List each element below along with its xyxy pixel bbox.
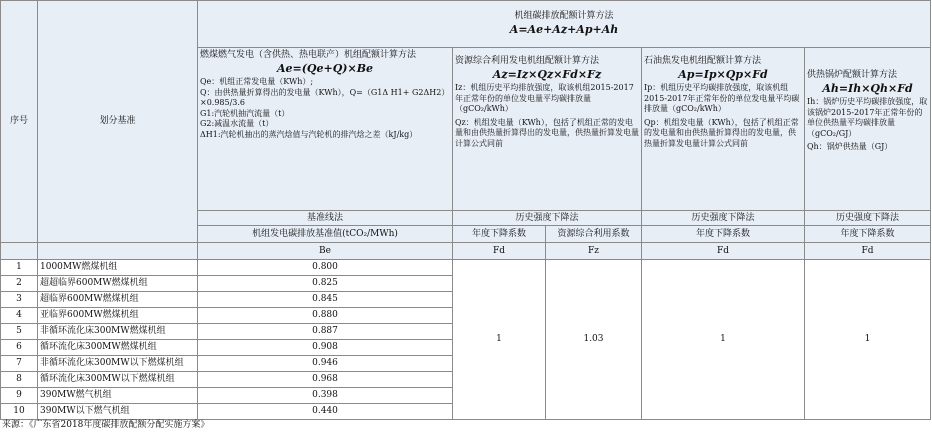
hist-header-3: 历史强度下降法 <box>805 211 931 226</box>
resource-method-formula: Az=Iz×Qz×Fd×Fz <box>492 68 602 81</box>
fd-symbol-2: Fd <box>642 243 805 260</box>
row-name: 390MW以下燃气机组 <box>38 404 198 420</box>
petro-desc-1: Ip：机组历史平均碳排放强度，取该机组2015-2017年正常年份的单位发电量平均碳排放量（gCO₂/kWh） <box>644 83 800 113</box>
boiler-method-formula: Ah=Ih×Qh×Fd <box>822 82 913 95</box>
boiler-method-title: 供热锅炉配额计算方法 <box>807 70 898 80</box>
row-name: 超超临界600MW燃煤机组 <box>38 276 198 292</box>
row-no: 8 <box>1 372 38 388</box>
row-be: 0.440 <box>198 404 453 420</box>
boiler-desc-1: Ih：锅炉历史平均碳排放强度，取该锅炉2015-2017年正常年份的单位供热量平均碳排放量（gCO₂/GJ） <box>807 97 928 138</box>
row-be: 0.800 <box>198 260 453 276</box>
boiler-desc-2: Qh：锅炉供热量（GJ） <box>807 142 893 151</box>
row-no: 4 <box>1 308 38 324</box>
empty-cell-basis <box>38 243 198 260</box>
seq-header: 序号 <box>1 1 38 243</box>
method-header <box>198 1 931 48</box>
row-name: 1000MW燃煤机组 <box>38 260 198 276</box>
fz-symbol: Fz <box>546 243 642 260</box>
row-no: 9 <box>1 388 38 404</box>
boiler-method-cell <box>805 48 931 211</box>
row-be: 0.880 <box>198 308 453 324</box>
row-no: 2 <box>1 276 38 292</box>
annual-coef-header-2: 年度下降系数 <box>642 226 805 243</box>
source-note: 来源：《广东省2018年度碳排放配额分配实施方案》 <box>2 420 210 430</box>
hist-header-2: 历史强度下降法 <box>642 211 805 226</box>
coal-desc-2: Q：由供热量折算得出的发电量（KWh），Q=（G1Δ H1+ G2ΔH2）×0.985/3.6 <box>200 87 450 107</box>
coal-method-formula: Ae=(Qe+Q)×Be <box>276 62 374 75</box>
row-name: 亚临界600MW燃煤机组 <box>38 308 198 324</box>
coal-desc-5: ΔH1:汽轮机抽出的蒸汽焓值与汽轮机的排汽焓之差（kJ/kg） <box>200 129 418 139</box>
merged-fd-3: 1 <box>805 260 931 420</box>
row-name: 循环流化床300MW燃煤机组 <box>38 340 198 356</box>
row-be: 0.845 <box>198 292 453 308</box>
row-name: 超临界600MW燃煤机组 <box>38 292 198 308</box>
annual-coef-header-1: 年度下降系数 <box>453 226 546 243</box>
coal-desc-3: G1:汽轮机抽汽流量（t） <box>200 108 290 118</box>
coal-method-cell <box>198 48 453 211</box>
row-name: 390MW燃气机组 <box>38 388 198 404</box>
petro-method-cell <box>642 48 805 211</box>
empty-cell-seq <box>1 243 38 260</box>
resource-method-cell <box>453 48 642 211</box>
fd-symbol-3: Fd <box>805 243 931 260</box>
petro-desc-2: Qp：机组发电量（KWh），包括了机组正常的发电量和由供热量折算得出的发电量，供热量折算发电量计算公式同前 <box>644 117 799 148</box>
resource-coef-header: 资源综合利用系数 <box>546 226 642 243</box>
benchmark-header: 基准线法 <box>198 211 453 226</box>
merged-fd-1: 1 <box>453 260 546 420</box>
resource-desc-2: Qz：机组发电量（KWh），包括了机组正常的发电量和由供热量折算得出的发电量，供热量折算发电量计算公式同前 <box>455 117 639 148</box>
row-be: 0.825 <box>198 276 453 292</box>
row-be: 0.887 <box>198 324 453 340</box>
row-no: 7 <box>1 356 38 372</box>
row-name: 非循环流化床300MW燃煤机组 <box>38 324 198 340</box>
coal-desc-1: Qe：机组正常发电量（KWh）; <box>200 77 314 86</box>
resource-desc-1: Iz：机组历史平均排放强度，取该机组2015-2017年正常年份的单位发电量平均碳排放量（gCO₂/kWh） <box>455 83 634 113</box>
row-be: 0.968 <box>198 372 453 388</box>
annual-coef-header-3: 年度下降系数 <box>805 226 931 243</box>
coal-method-title: 燃煤燃气发电（含供热、热电联产）机组配额计算方法 <box>200 50 417 60</box>
row-no: 5 <box>1 324 38 340</box>
petro-method-title: 石油焦发电机组配额计算方法 <box>644 56 762 66</box>
benchmark-value-header: 机组发电碳排放基准值(tCO₂/MWh) <box>198 226 453 243</box>
row-be: 0.398 <box>198 388 453 404</box>
row-no: 10 <box>1 404 38 420</box>
hist-header-1: 历史强度下降法 <box>453 211 642 226</box>
row-no: 3 <box>1 292 38 308</box>
row-no: 6 <box>1 340 38 356</box>
resource-method-title: 资源综合利用发电机组配额计算方法 <box>455 56 600 66</box>
petro-method-formula: Ap=Ip×Qp×Fd <box>678 68 768 81</box>
fd-symbol-1: Fd <box>453 243 546 260</box>
row-be: 0.946 <box>198 356 453 372</box>
row-name: 非循环流化床300MW以下燃煤机组 <box>38 356 198 372</box>
method-title: 机组碳排放配额计算方法 <box>514 10 614 21</box>
row-be: 0.908 <box>198 340 453 356</box>
merged-fd-2: 1 <box>642 260 805 420</box>
be-symbol: Be <box>198 243 453 260</box>
row-no: 1 <box>1 260 38 276</box>
method-formula: A=Ae+Az+Ap+Ah <box>509 22 619 36</box>
row-name: 循环流化床300MW以下燃煤机组 <box>38 372 198 388</box>
basis-header: 划分基准 <box>38 1 198 243</box>
merged-fz: 1.03 <box>546 260 642 420</box>
coal-desc-4: G2:减温水流量（t） <box>200 119 274 128</box>
